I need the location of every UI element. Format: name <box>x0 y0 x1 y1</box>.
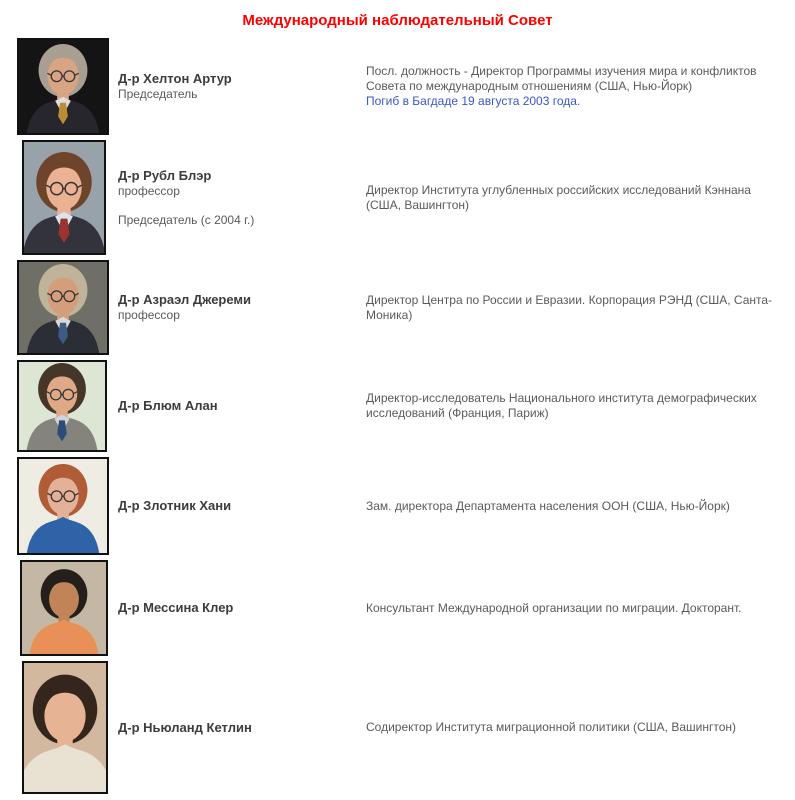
name-cell <box>118 398 366 414</box>
desc-cell <box>366 601 795 616</box>
member-note: Погиб в Багдаде 19 августа 2003 года. <box>366 94 581 108</box>
name-cell <box>118 71 366 102</box>
member-description: Зам. директора Департамента населения ООН (США, Нью-Йорк) <box>366 498 730 513</box>
member-name: Д-р Мессина Клер <box>118 600 234 615</box>
member-row <box>0 457 795 555</box>
photo-cell <box>0 560 118 656</box>
page-title: Международный наблюдательный Совет <box>242 12 553 29</box>
member-photo <box>17 38 109 135</box>
desc-cell <box>366 64 795 109</box>
photo-cell <box>0 457 118 555</box>
photo-cell <box>0 140 118 255</box>
member-photo <box>17 360 107 452</box>
name-cell <box>118 498 366 514</box>
member-photo <box>17 457 109 555</box>
desc-cell <box>366 391 795 421</box>
member-name: Д-р Рубл Блэр <box>118 167 212 183</box>
member-description: Консультант Международной организации по миграции. Докторант. <box>366 600 742 615</box>
member-row <box>0 140 795 255</box>
photo-cell <box>0 260 118 355</box>
name-cell <box>118 720 366 736</box>
member-row <box>0 360 795 452</box>
member-description: Содиректор Института миграционной политики (США, Вашингтон) <box>366 720 737 734</box>
member-role-secondary: Председатель (с 2004 г.) <box>118 212 255 227</box>
portrait-illustration <box>24 663 106 792</box>
photo-cell <box>0 360 118 452</box>
member-name: Д-р Ньюланд Кетлин <box>118 719 252 735</box>
member-photo <box>20 560 108 656</box>
member-photo <box>17 260 109 355</box>
member-row <box>0 661 795 794</box>
photo-cell <box>0 38 118 135</box>
portrait-illustration <box>19 362 105 450</box>
member-role: Председатель <box>118 87 198 101</box>
desc-cell <box>366 293 795 323</box>
desc-cell <box>366 499 795 514</box>
portrait-illustration <box>24 142 104 253</box>
member-name: Д-р Злотник Хани <box>118 498 232 513</box>
member-photo <box>22 661 108 794</box>
name-cell <box>118 600 366 616</box>
members-list <box>0 38 795 794</box>
member-name: Д-р Хелтон Артур <box>118 71 232 86</box>
member-description: Директор-исследователь Национального института демографических исследований (Франция, Париж) <box>366 391 757 420</box>
member-role: профессор <box>118 183 180 198</box>
member-description: Директор Института углубленных российских исследований Кэннана (США, Вашингтон) <box>366 182 751 212</box>
member-row <box>0 260 795 355</box>
member-row <box>0 38 795 135</box>
desc-cell <box>366 183 795 213</box>
portrait-illustration <box>22 562 106 654</box>
name-cell <box>118 168 366 228</box>
member-description: Посл. должность - Директор Программы изучения мира и конфликтов Совета по международным отношениям (США, Нью-Йорк) <box>366 64 757 93</box>
portrait-illustration <box>19 459 107 553</box>
photo-cell <box>0 661 118 794</box>
member-photo <box>22 140 106 255</box>
desc-cell <box>366 720 795 735</box>
member-name: Д-р Азраэл Джереми <box>118 292 252 307</box>
name-cell <box>118 292 366 323</box>
member-role: профессор <box>118 308 180 322</box>
portrait-illustration <box>19 40 107 133</box>
portrait-illustration <box>19 262 107 353</box>
member-row <box>0 560 795 656</box>
member-name: Д-р Блюм Алан <box>118 398 218 413</box>
member-description: Директор Центра по России и Евразии. Корпорация РЭНД (США, Санта-Моника) <box>366 292 773 322</box>
